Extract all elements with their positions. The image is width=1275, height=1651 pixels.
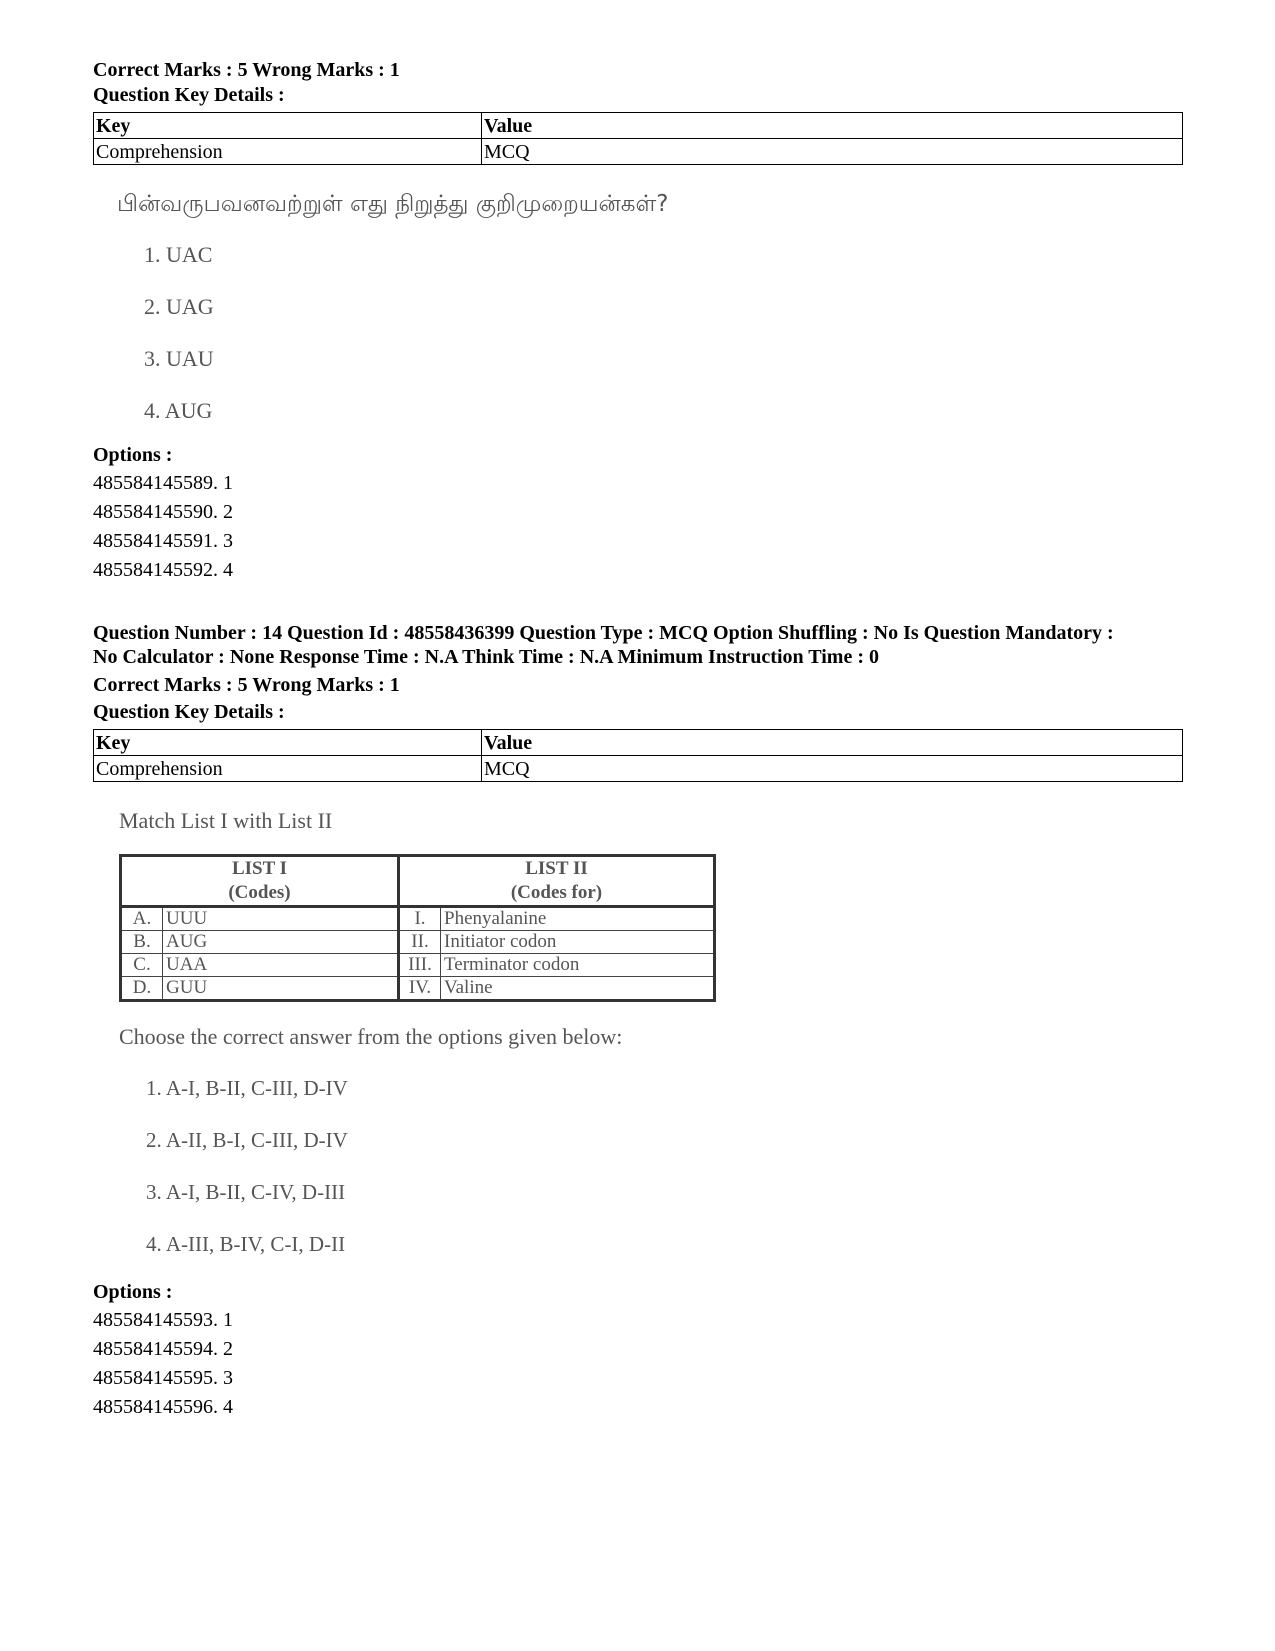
table-row <box>121 977 715 1001</box>
option-line: 485584145594. 2 <box>93 1338 233 1360</box>
marks-line: Correct Marks : 5 Wrong Marks : 1 <box>93 674 400 696</box>
option-line: 485584145591. 3 <box>93 530 233 552</box>
option-line: 485584145592. 4 <box>93 559 233 581</box>
marks-line: Correct Marks : 5 Wrong Marks : 1 <box>93 59 400 81</box>
question-header: No Calculator : None Response Time : N.A Think Time : N.A Minimum Instruction Time : 0 <box>93 646 879 668</box>
table-row <box>94 756 1183 782</box>
options-title: Options : <box>93 444 173 466</box>
list-letter: B. <box>121 931 163 954</box>
options-title: Options : <box>93 1281 173 1303</box>
question-option: 4. A-III, B-IV, C-I, D-II <box>146 1232 346 1256</box>
option-line: 485584145595. 3 <box>93 1367 233 1389</box>
table-cell-value: MCQ <box>482 756 1183 782</box>
document-page <box>93 58 1183 1422</box>
question-image <box>93 189 1183 427</box>
table-row <box>121 931 715 954</box>
table-header-row <box>94 113 1183 139</box>
list-code: UAA <box>163 954 399 977</box>
list-description: Initiator codon <box>441 931 715 954</box>
list-1-title: LIST I <box>231 858 288 879</box>
table-header-key: Key <box>94 113 482 139</box>
list-letter: C. <box>121 954 163 977</box>
list-numeral: III. <box>399 954 441 977</box>
list-1-subtitle: (Codes) <box>228 882 291 903</box>
table-header-value: Value <box>482 113 1183 139</box>
option-line: 485584145590. 2 <box>93 501 233 523</box>
list-1-header <box>121 856 399 907</box>
list-2-title: LIST II <box>525 858 588 879</box>
question-header: Question Number : 14 Question Id : 48558436399 Question Type : MCQ Option Shuffling : No Is Question Mandatory : <box>93 622 1114 644</box>
table-row <box>121 907 715 931</box>
list-description: Phenyalanine <box>441 907 715 931</box>
list-header-row <box>121 856 715 907</box>
list-description: Valine <box>441 977 715 1001</box>
list-description: Terminator codon <box>441 954 715 977</box>
list-2-subtitle: (Codes for) <box>510 882 603 903</box>
key-details-title: Question Key Details : <box>93 701 285 723</box>
question-option: 2. A-II, B-I, C-III, D-IV <box>146 1128 348 1152</box>
option-line: 485584145596. 4 <box>93 1396 233 1418</box>
list-numeral: IV. <box>399 977 441 1001</box>
table-cell-key: Comprehension <box>94 756 482 782</box>
key-details-title: Question Key Details : <box>93 84 285 106</box>
table-row <box>121 954 715 977</box>
list-numeral: II. <box>399 931 441 954</box>
list-code: AUG <box>163 931 399 954</box>
option-line: 485584145593. 1 <box>93 1309 233 1331</box>
key-details-table <box>93 729 1183 782</box>
instruction-text: Choose the correct answer from the options given below: <box>119 1024 623 1049</box>
list-2-header <box>399 856 715 907</box>
question-option: 1. A-I, B-II, C-III, D-IV <box>146 1076 348 1100</box>
table-header-value: Value <box>482 730 1183 756</box>
question-option: 3. UAU <box>144 346 214 371</box>
question-option: 3. A-I, B-II, C-IV, D-III <box>146 1180 346 1204</box>
question-text: Match List I with List II <box>119 808 333 833</box>
question-text: பின்வருபவனவற்றுள் எது நிறுத்து குறிமுறையன்கள்? <box>117 191 669 217</box>
key-details-table <box>93 112 1183 165</box>
question-option: 2. UAG <box>144 294 214 319</box>
list-letter: D. <box>121 977 163 1001</box>
list-code: GUU <box>163 977 399 1001</box>
question-option: 4. AUG <box>144 398 213 423</box>
table-row <box>94 139 1183 165</box>
match-list-table <box>119 854 716 1002</box>
table-header-key: Key <box>94 730 482 756</box>
table-cell-value: MCQ <box>482 139 1183 165</box>
option-line: 485584145589. 1 <box>93 472 233 494</box>
table-cell-key: Comprehension <box>94 139 482 165</box>
list-letter: A. <box>121 907 163 931</box>
question-image <box>93 806 1183 1260</box>
list-numeral: I. <box>399 907 441 931</box>
question-option: 1. UAC <box>144 242 213 267</box>
list-code: UUU <box>163 907 399 931</box>
table-header-row <box>94 730 1183 756</box>
